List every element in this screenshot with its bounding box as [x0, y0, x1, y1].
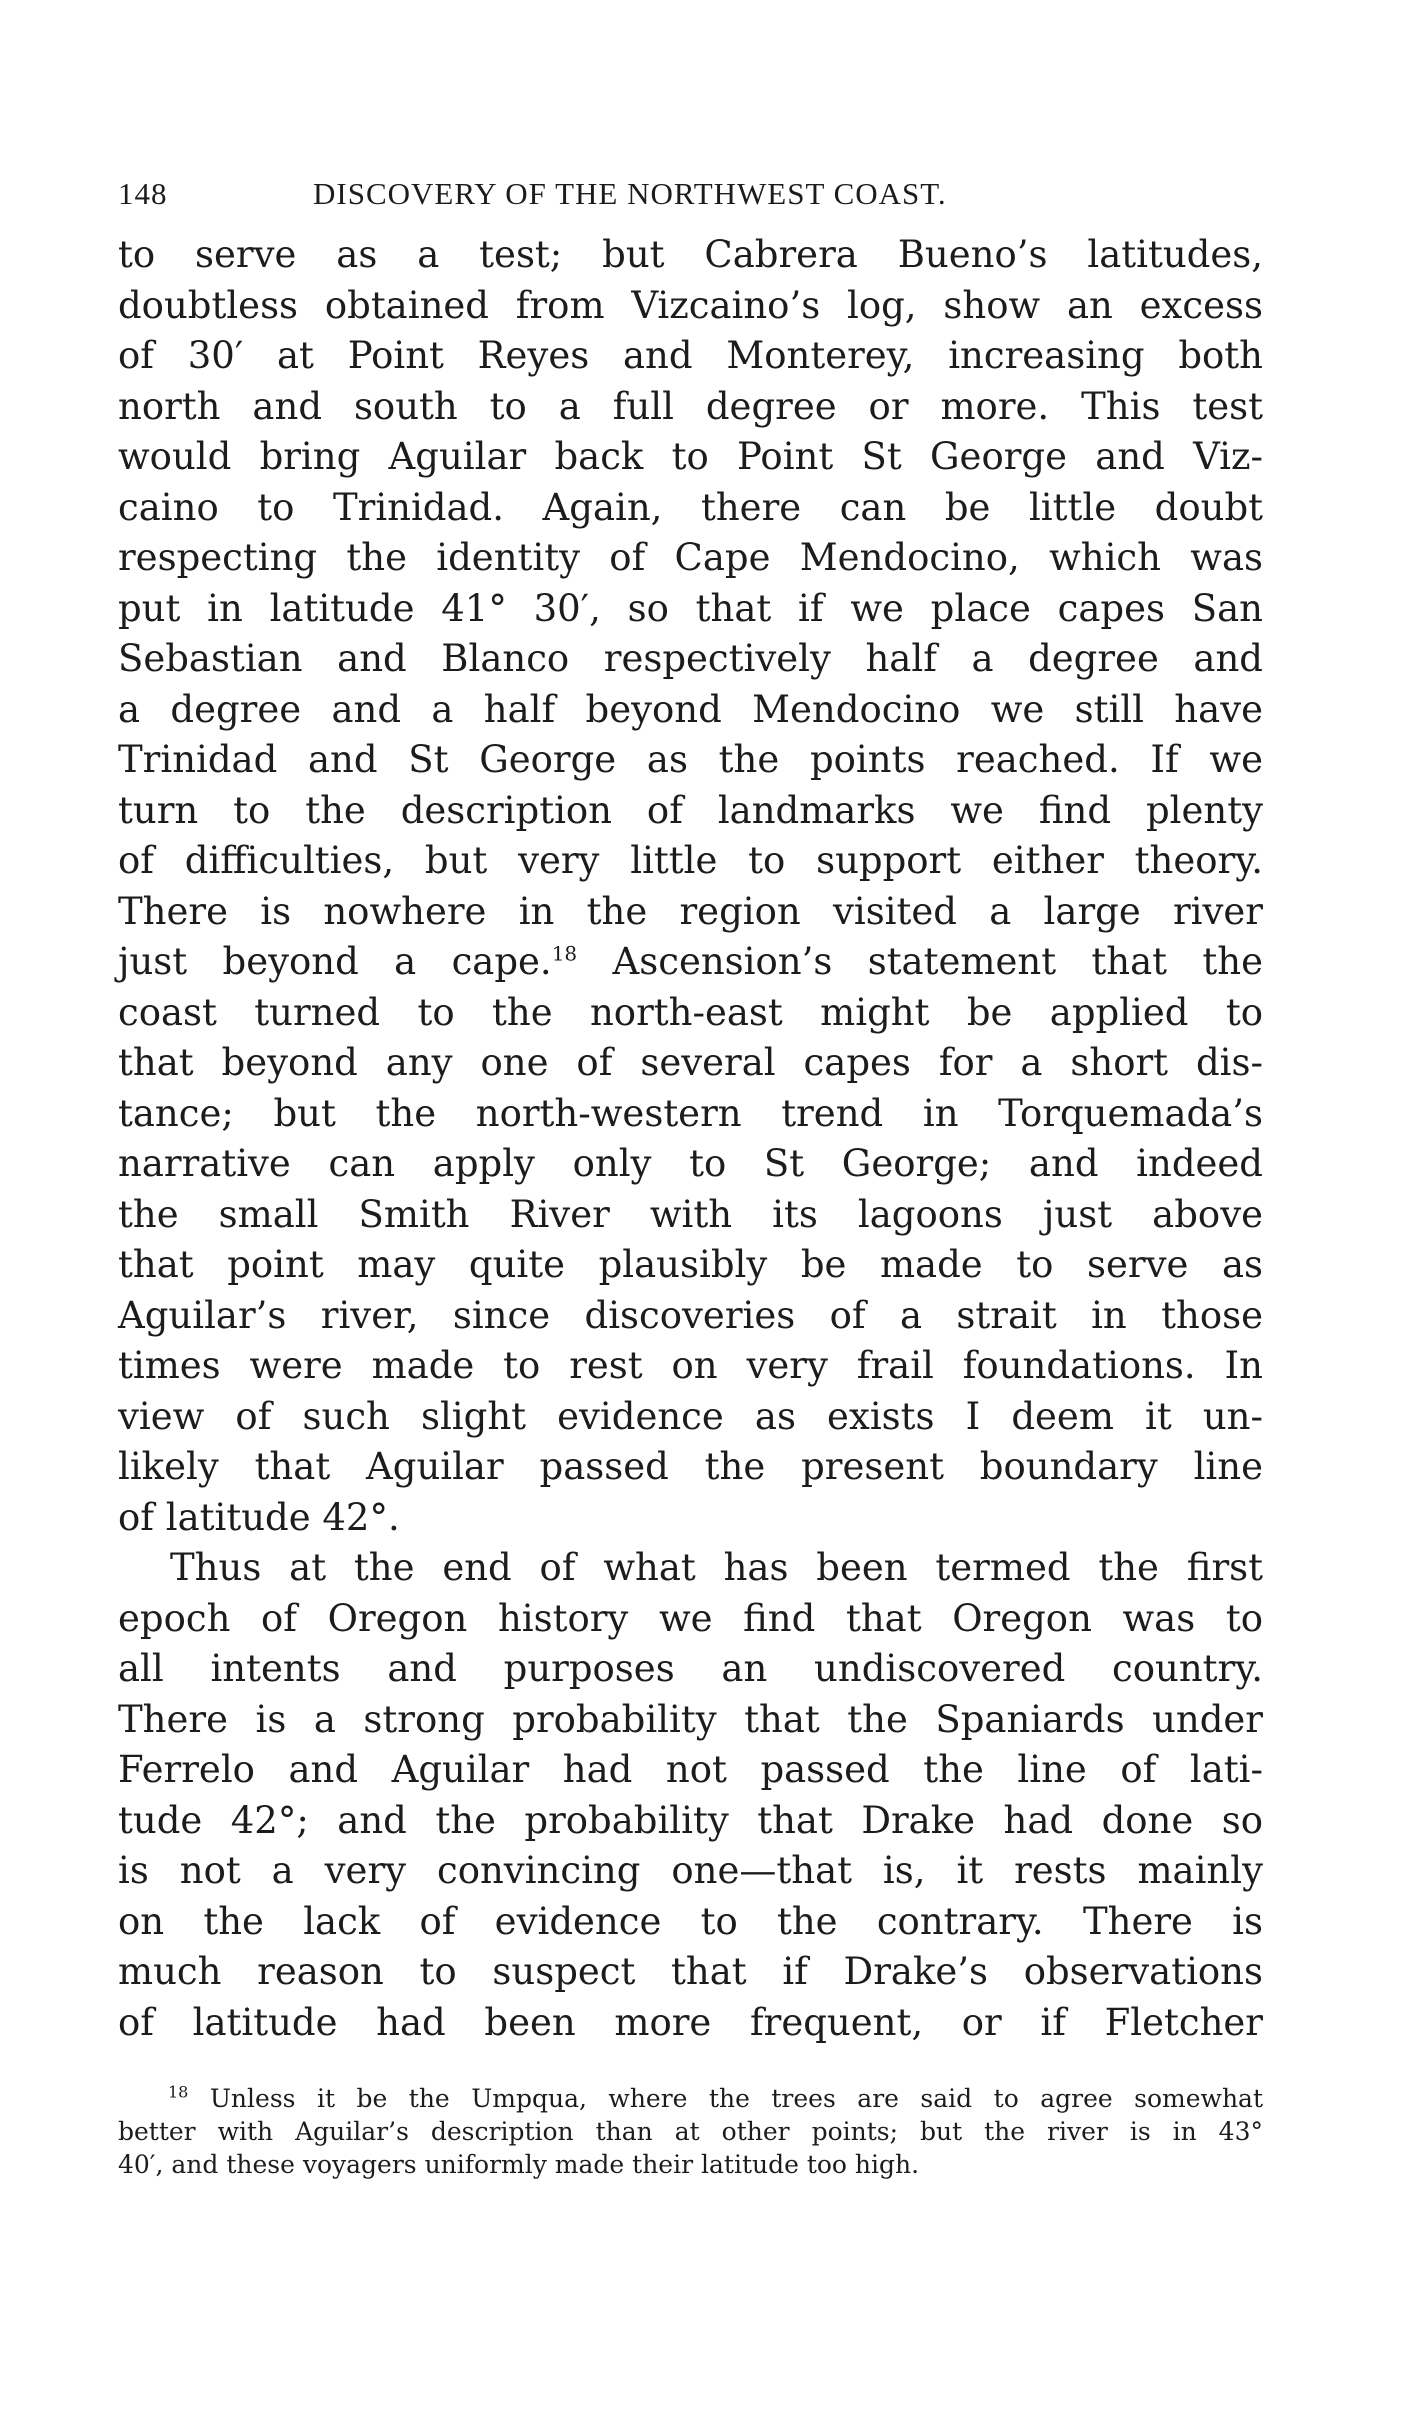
text-line: Ferrelo and Aguilar had not passed the line of lati- — [118, 1748, 1263, 1791]
text-line: north and south to a full degree or more. This test — [118, 384, 1263, 428]
text-line: narrative can apply only to St George; and indeed — [118, 1142, 1263, 1185]
text-line: of latitude had been more frequent, or if Fletcher — [118, 2000, 1263, 2044]
running-title: DISCOVERY OF THE NORTHWEST COAST. — [313, 176, 947, 211]
text-fragment: Ascension’s statement that the — [577, 940, 1263, 983]
text-line: a degree and a half beyond Mendocino we still have — [118, 687, 1263, 731]
text-line: to serve as a test; but Cabrera Bueno’s latitudes, — [118, 233, 1263, 276]
text-line: all intents and purposes an undiscovered country. — [118, 1647, 1263, 1690]
footnote-line: 40′, and these voyagers uniformly made their latitude too high. — [118, 2150, 920, 2179]
text-line: coast turned to the north-east might be applied to — [118, 990, 1263, 1034]
text-line: times were made to rest on very frail foundations. In — [118, 1344, 1263, 1387]
text-line: Thus at the end of what has been termed the first — [170, 1546, 1263, 1589]
body-text — [118, 230, 1263, 2048]
text-line: respecting the identity of Cape Mendocino, which was — [118, 536, 1263, 579]
text-line: on the lack of evidence to the contrary. There is — [118, 1899, 1263, 1943]
text-line: epoch of Oregon history we find that Oregon was to — [118, 1596, 1263, 1640]
paragraph-2 — [118, 1543, 1263, 2048]
text-line: of latitude 42°. — [118, 1495, 400, 1539]
text-line: put in latitude 41° 30′, so that if we place capes San — [118, 586, 1263, 630]
footnotes — [118, 2082, 1263, 2181]
text-fragment: just beyond a cape. — [118, 940, 552, 983]
footnote-marker: 18 — [168, 2082, 189, 2102]
text-line: much reason to suspect that if Drake’s observations — [118, 1950, 1263, 1993]
text-line: There is nowhere in the region visited a large river — [118, 889, 1263, 933]
text-line: view of such slight evidence as exists I deem it un- — [118, 1394, 1263, 1438]
text-line: is not a very convincing one—that is, it rests mainly — [118, 1849, 1263, 1892]
text-line: turn to the description of landmarks we find plenty — [118, 788, 1263, 832]
footnote-text: Unless it be the Umpqua, where the trees are said to agree somewhat — [209, 2084, 1263, 2113]
text-line: of difficulties, but very little to support either theory. — [118, 839, 1263, 882]
text-line: Sebastian and Blanco respectively half a degree and — [118, 637, 1263, 680]
text-line: would bring Aguilar back to Point St George and Viz- — [118, 435, 1263, 478]
footnote-line — [118, 2082, 1263, 2115]
footnote-line: better with Aguilar’s description than at other points; but the river is in 43° — [118, 2117, 1263, 2146]
running-head — [118, 170, 1263, 220]
text-line-with-note — [118, 937, 1263, 988]
footnote-reference: 18 — [551, 941, 578, 966]
text-line: Aguilar’s river, since discoveries of a strait in those — [118, 1293, 1263, 1337]
text-line: likely that Aguilar passed the present boundary line — [118, 1445, 1263, 1488]
text-line: doubtless obtained from Vizcaino’s log, show an excess — [118, 283, 1263, 327]
text-line: tance; but the north-western trend in Torquemada’s — [118, 1091, 1263, 1135]
paragraph-1 — [118, 230, 1263, 1543]
text-line: of 30′ at Point Reyes and Monterey, increasing both — [118, 334, 1263, 377]
book-page — [118, 170, 1263, 2181]
text-line: that point may quite plausibly be made to serve as — [118, 1243, 1263, 1286]
text-line: that beyond any one of several capes for a short dis- — [118, 1041, 1263, 1084]
text-line: Trinidad and St George as the points reached. If we — [118, 738, 1263, 781]
page-number: 148 — [118, 176, 168, 211]
text-line: caino to Trinidad. Again, there can be little doubt — [118, 485, 1263, 529]
text-line: There is a strong probability that the Spaniards under — [118, 1697, 1263, 1741]
text-line: the small Smith River with its lagoons just above — [118, 1192, 1263, 1236]
text-line: tude 42°; and the probability that Drake had done so — [118, 1798, 1263, 1842]
